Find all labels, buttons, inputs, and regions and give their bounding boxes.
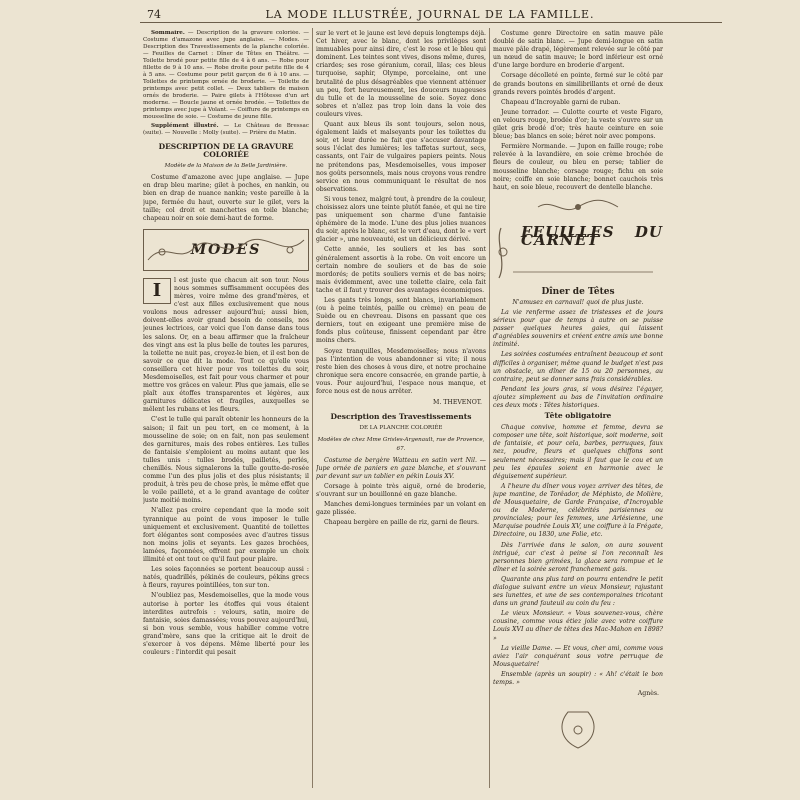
scroll-ornament-icon bbox=[533, 198, 623, 216]
modes-paragraph: sur le vert et le jaune est levé depuis longtemps déjà. Cet hiver, avec le blanc, dont les privilèges sont immuables pour ainsi dire, c'est le rose et le bleu qui dominent. Les teintes sont vives, disons même, dures, criardes; ses rose géranium, corail, lilas; ces bleus turquoise, saphir, Olympe, porcelaine, ont une brutalité de plus désagréables que viennent atténuer un peu, fort heureusement, les douceurs nuageuses du tulle et de la mousseline de soie. Soyez donc sobres et n'allez pas trop loin dans la voie des couleurs vives. bbox=[316, 30, 486, 118]
travestissements-source: Modèles de chez Mme Grisles-Argenault, rue de Provence, 67. bbox=[317, 437, 485, 452]
modes-paragraph: l est juste que chacun ait son tour. Nous nous sommes suffisamment occupées des mères, voire même des grand'mères, et c'est aux filles exclusivement que nous voulons nous adresser aujourd'hui; aussi bien, doivent-elles avoir grand besoin de conseils, nos jeunes lectrices, car voici que l'on danse dans tous les salons. Or, en a beau affirmer que la fraîcheur des vingt ans est la plus belle de toutes les parures, la toilette ne nuit pas, croyez-le bien, et il est bon de savoir ce que dit la mode. Tout ce qu'elle vous conseillera cet hiver pour vos toilettes du soir, Mesdemoiselles, est fait pour vous charmer et pour mettre vos grâces en valeur. Plus que jamais, elle se plaît aux étoffes transparentes et légères, aux garnitures délicates et fragiles, auxquelles se mêlent les rubans et les fleurs. bbox=[143, 276, 309, 414]
description-paragraph: Costume d'amazone avec jupe anglaise. — Jupe en drap bleu marine; gilet à poches, en nankin, ou bien en drap de nuance nankin; veste pareille à la jupe, fermée du haut, ouverte sur le gilet, vers la taille; col droit et manchettes en toile blanche; chapeau noir en soie demi-haut de forme. bbox=[143, 174, 309, 222]
diner-paragraph: Ensemble (après un soupir) : « Ah! c'était le bon temps. » bbox=[493, 670, 663, 686]
page-number: 74 bbox=[147, 8, 161, 21]
modes-paragraph: N'allez pas croire cependant que la mode soit tyrannique au point de vous imposer le tulle uniquement et exclusivement. Quantité de toilettes fort élégantes sont composées avec d'autres tissus non moins jolis et seyants. Les gazes brochées, lamées, façonnées, offrent par exemple un choix illimité et ont tout ce qu'il faut pour plaire. bbox=[143, 507, 309, 564]
costume-paragraph: Manches demi-longues terminées par un volant en gaze plissée. bbox=[316, 501, 486, 517]
costume-paragraph: Costume de bergère Watteau en satin vert Nil. — Jupe ornée de paniers en gaze blanche, et s'ouvrant par devant sur un tablier en pékin Louis XV. bbox=[316, 456, 486, 480]
summary-text: — Description de la gravure coloriée. — Costume d'amazone avec jupe anglaise. — Modes. — Description des Travestissements de la planche coloriée. — Feuilles de Carnet : Dîner de Têtes en Théâtre. — Toilette brodé pour petite fille de 4 à 6 ans. — Robe pour fillette de 9 à 10 ans. — Robe droite pour petite fille de 4 à 5 ans. — Costume pour petit garçon de 6 à 10 ans. — Toilettes de printemps ornée de broderie. — Toilette de printemps avec petit collet. — Deux tabliers de maison ornés de broderie. — Paire gilets à l'Hôtesse d'un art moderne. — Boucle jaune et ornée brodée. — Toilettes de printemps avec jupe à Volant. — Coiffure de printemps en mousseline de soie. — Costume de jeune fille. bbox=[143, 30, 309, 120]
modes-banner-title: MODES bbox=[190, 241, 262, 258]
modes-paragraph: Les gants très longs, sont blancs, invariablement (ou à peine teintés, paille ou crème) en peau de Suède ou en chevreau. Disons en passant que ces derniers, tout en exigeant une première mise de fonds plus coûteuse, finissent cependant par être moins chers. bbox=[316, 297, 486, 345]
travestissements-subtitle: DE LA PLANCHE COLORIÉE bbox=[359, 425, 443, 432]
diner-title: Dîner de Têtes bbox=[541, 286, 615, 297]
modes-banner bbox=[143, 229, 309, 271]
costume-paragraph: Fermière Normande. — Jupon en faille rouge; robe relevée à la lavandière, en soie crème brochée de fleurs de couleur, ou bleu en perse; tablier de mousseline blanche; corsage rouge; fichu en soie noire; coiffe en soie blanche; bonnet cauchois très haut, en soie bleue, recouvert de dentelle blanche. bbox=[493, 143, 663, 191]
section-title: Tête obligatoire bbox=[544, 411, 612, 421]
description-subtitle: Modèle de la Maison de la Belle Jardinière. bbox=[164, 163, 288, 170]
header-rule bbox=[140, 22, 722, 23]
supplement-text: — Le Château de Bressac (suite). — Nouvelle : Molly (suite). — Prière du Matin. bbox=[143, 123, 309, 136]
author-signature: M. THEVENOT. bbox=[433, 399, 482, 407]
dropcap-letter: I bbox=[143, 278, 171, 304]
costume-paragraph: Chapeau d'Incroyable garni de ruban. bbox=[501, 98, 621, 106]
column-divider bbox=[489, 28, 490, 788]
ornament-vase bbox=[493, 704, 663, 754]
summary-label: Sommaire. bbox=[151, 30, 185, 36]
carnet-title: FEUILLES DU CARNET bbox=[521, 222, 663, 249]
diner-paragraph: A l'heure du dîner vous voyez arriver des têtes, de jupe mantine, de Torêador, de Méphisto, de Molière, de Mousquetaire, de Garde Française, d'Incroyable ou de Moderne, célébrités parisiennes ou provinciales; pour les femmes, une Arlésienne, une Marquise poudrée Louis XV, une coiffure à la Frégate, Directoire, ou 1830, une Folie, etc. bbox=[493, 482, 663, 539]
costume-paragraph: Corsage à pointe très aiguë, orné de broderie, s'ouvrant sur un bouillonné en gaze blanche. bbox=[316, 482, 486, 498]
ornament-vine-icon bbox=[144, 230, 308, 268]
diner-paragraph: Quarante ans plus tard on pourra entendre le petit dialogue suivant entre un vieux Monsieur, rajustant ses lunettes, et une de ses contemporaines tricotant dans un grand fauteuil au coin du feu : bbox=[493, 575, 663, 608]
diner-paragraph: Le vieux Monsieur. « Vous souvenez-vous, chère cousine, comme vous étiez jolie avec votre coiffure Louis XVI au dîner de têtes des Mac-Mahon en 1898? » bbox=[493, 610, 663, 642]
supplement-label: Supplément illustré. bbox=[151, 123, 219, 129]
travestissements-title: Description des Travestissements bbox=[330, 412, 472, 422]
diner-paragraph: Chaque convive, homme et femme, devra se composer une tête, soit historique, soit moderne, soit de fantaisie, et pour cela, barbes, perruques, faux nez, poudre, fleurs et quelques chiffons sont seulement nécessaires; mais il faut que le cou et un peu les épaules soient en harmonie avec le déguisement supérieur. bbox=[493, 424, 663, 480]
costume-paragraph: Chapeau bergère en paille de riz, garni de fleurs. bbox=[324, 519, 480, 527]
diner-paragraph: La vie renferme assez de tristesses et de jours sérieux pour que de temps à autre on se puisse passer quelques heures gaies, qui laissent d'agréables souvenirs et créent entre amis une bonne intimité. bbox=[493, 308, 663, 349]
costume-paragraph: Jeune torrador. — Culotte courte et veste Figaro, en velours rouge, brodée d'or; la veste s'ouvre sur un gilet gris brodé d'or; très haute ceinture en soie bleue; bas blancs en soie; béret noir avec pompons. bbox=[493, 108, 663, 141]
diner-paragraph: La vieille Dame. — Et vous, cher ami, comme vous aviez l'air conquérant sous votre perruque de Mousquetaire! bbox=[493, 644, 663, 668]
journal-title: LA MODE ILLUSTRÉE, JOURNAL DE LA FAMILLE. bbox=[265, 8, 595, 21]
modes-paragraph: Si vous tenez, malgré tout, à prendre de la couleur, choisissez alors une teinte plutôt fanée, et qui ne tire pas uniquement son charme d'une fantaisie éphémère de la mode. L'une des plus jolies nuances du soir, après le blanc, est le vert d'eau, dont le « vert glacier », une nouveauté, est un délicieux dérivé. bbox=[316, 195, 486, 244]
vase-ornament-icon bbox=[548, 704, 608, 754]
diner-epigraph: N'amusez en carnaval! quoi de plus juste. bbox=[512, 298, 644, 306]
ornament-divider bbox=[493, 198, 663, 216]
modes-paragraph: Les soies façonnées se portent beaucoup aussi : natés, quadrillés, pékinés de couleurs, pékins grecs à fleurs, rayures pointillées, ton sur ton. bbox=[143, 566, 309, 590]
supplement-block bbox=[143, 123, 309, 137]
carnet-banner bbox=[493, 222, 663, 282]
diner-paragraph: Dès l'arrivée dans le salon, on aura souvent intrigué, car c'est à peine si l'on reconnaît les personnes bien grimées, la glace sera rompue et le dîner et la soirée seront franchement gais. bbox=[493, 541, 663, 573]
column-middle bbox=[316, 30, 486, 790]
costume-paragraph: Costume genre Directoire en satin mauve pâle doublé de satin blanc. — Jupe demi-longue en satin mauve pâle drapé, légèrement relevée sur le côté par un nœud de satin mauve; le bord inférieur est orné d'une large bordure en broderie d'argent. bbox=[493, 30, 663, 70]
summary-block bbox=[143, 30, 309, 121]
costume-paragraph: Corsage décolleté en pointe, fermé sur le côté par de grands boutons en similibrillants et orné de deux grands revers pointés brodés d'argent. bbox=[493, 72, 663, 96]
modes-paragraph: Soyez tranquilles, Mesdemoiselles; nous n'avons pas l'intention de vous abandonner si vite; il nous reste bien des choses à vous dire, et notre prochaine chronique sera encore consacrée, en grande partie, à vous. Pour aujourd'hui, l'espace nous manque, et force nous est de nous arrêter. bbox=[316, 347, 486, 396]
modes-paragraph: N'oubliez pas, Mesdemoiselles, que la mode vous autorise à porter les étoffes qui vous étaient interdites autrefois : velours, satin, moire de fantaisie, soies damassées; vous pouvez aujourd'hui, si bon vous semble, vous habiller comme votre grand'mère, sans que la critique ait le droit de s'exercer à vos dépens. Même liberté pour les couleurs : l'interdit qui pesait bbox=[143, 592, 309, 657]
column-right bbox=[493, 30, 663, 790]
diner-paragraph: Les soirées costumées entraînent beaucoup et sont difficiles à organiser, même quand le budget n'est pas un obstacle, un dîner de 15 ou 20 personnes, au contraire, peut se donner sans frais considérables. bbox=[493, 351, 663, 383]
diner-signature: Agnès. bbox=[637, 690, 659, 698]
modes-paragraph: Quant aux bleus ils sont toujours, selon nous, également laids et malseyants pour les toilettes du soir, et leur durée ne fait que s'accuser davantage sous l'éclat des lumières; les taffetas surtout, secs, cassants, ont l'air de vulgaires papiers peints. Nous ne prétendons pas, Mesdemoiselles, vous imposer nos goûts personnels, mais nous croyons vous rendre service en nous communiquant le résultat de nos observations. bbox=[316, 121, 486, 193]
column-left bbox=[143, 30, 309, 790]
diner-paragraph: Pendant les jours gras, si vous désirez l'égayer, ajoutez simplement au bas de l'invitation ordinaire ces deux mots : Têtes historiques. bbox=[493, 385, 663, 409]
modes-paragraph: Cette année, les souliers et les bas sont généralement assortis à la robe. On voit encore un certain nombre de souliers et de bas de soie mordorés; de petits souliers vernis et de bas noirs; mais évidemment, avec une toilette claire, cela fait tache et il faut y trouver des avantages économiques. bbox=[316, 246, 486, 294]
modes-paragraph: C'est le tulle qui paraît obtenir les honneurs de la saison; il fait un peu tort, en ce moment, à la mousseline de soie; on en fait, non pas seulement des garnitures, mais des robes entières. Les tulles de fantaisie s'emploient au moins autant que les tulles unis : tulles brodés, pailletés, perlés, chenillés. Nous signalerons la tulle goutte-de-rosée comme l'un des plus jolis et des plus résistants; il produit, à très peu de chose près, le même effet que le voile pailleté, et a le grand avantage de coûter juste moitié moins. bbox=[143, 416, 309, 505]
column-divider bbox=[312, 28, 313, 788]
description-title: DESCRIPTION DE LA GRAVURE COLORIÉE bbox=[158, 142, 294, 160]
